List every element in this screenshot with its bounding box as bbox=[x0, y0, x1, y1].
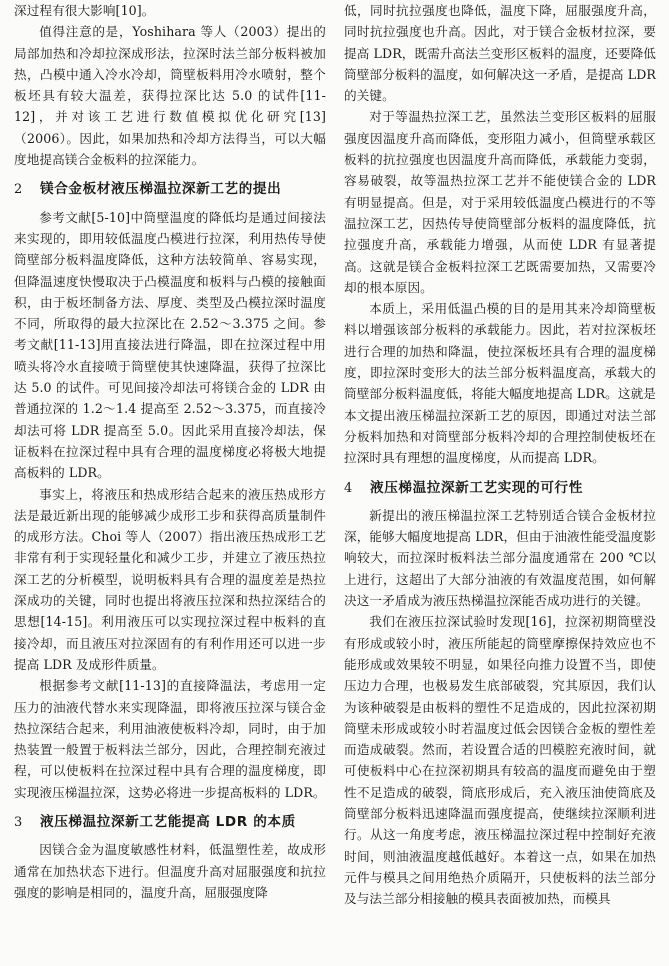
left-column bbox=[14, 0, 326, 903]
paragraph: 我们在液压拉深试验时发现[16]，拉深初期筒壁没有形成或较小时，液压所能起的筒壁摩擦保持效应也不能形成或效果较不明显，如果径向推力设置不当，即使压边力合理，也极易发生底部破裂，究其原因，我们认为该种破裂是由板料的塑性不足造成的，因此拉深初期筒壁未形成或较小时若温度过低会因镁合金板的塑性差而造成破裂。然而，若设置合适的凹模腔充液时间，就可使板料中心在拉深初期具有较高的温度而避免由于塑性不足造成的破裂，筒底形成后，充入液压油使筒底及筒壁部分板料迅速降温而强度提高，使继续拉深顺利进行。从这一角度考虑，液压梯温拉深过程中控制好充液时间，则油液温度越低越好。本着这一点，如果在加热元件与模具之间用绝热介质隔开，只使板料的法兰部分及与法兰部分相接触的模具表面被加热，而模具 bbox=[344, 614, 656, 907]
section-heading-4: 4 液压梯温拉深新工艺实现的可行性 bbox=[344, 479, 583, 496]
right-column bbox=[344, 0, 656, 909]
paragraph: 根据参考文献[11-13]的直接降温法，考虑用一定压力的油液代替水来实现降温，即将液压拉深与镁合金热拉深结合起来，利用油液使板料冷却，同时，由于加热装置一般置于板料法兰部分，因此，合理控制充液过程，可以使板料在拉深过程中具有合理的温度梯度，即实现液压梯温拉深，这势必将进一步提高板料的 LDR。 bbox=[14, 678, 326, 800]
paragraph: 低，同时抗拉强度也降低，温度下降，屈服强度升高，同时抗拉强度也升高。因此，对于镁合金板材拉深，要提高 LDR，既需升高法兰变形区板料的温度，还要降低筒壁部分板料的温度，如何解决这一矛盾，是提高 LDR 的关键。 bbox=[344, 3, 656, 104]
section-heading-2: 2 镁合金板材液压梯温拉深新工艺的提出 bbox=[14, 181, 282, 198]
paragraph: 本质上，采用低温凸模的目的是用其来冷却筒壁板料以增强该部分板料的承载能力。因此，若对拉深板坯进行合理的加热和降温，使拉深板坯具有合理的温度梯度，即拉深时变形大的法兰部分板料温度高，承载大的筒壁部分板料温度低，将能大幅度地提高 LDR。这就是本文提出液压梯温拉深新工艺的原因，即通过对法兰部分板料加热和对筒壁部分板料冷却的合理控制使板坯在拉深时具有理想的温度梯度，从而提高 LDR。 bbox=[344, 301, 656, 466]
paragraph: 对于等温热拉深工艺，虽然法兰变形区板料的屈服强度因温度升高而降低，变形阻力减小，但筒壁承载区板料的抗拉强度也因温度升高而降低，承载能力变弱，容易破裂，故等温热拉深工艺并不能使镁合金的 LDR 有明显提高。但是，对于采用较低温度凸模进行的不等温拉深工艺，因热传导使筒壁部分板料的温度降低，抗拉强度升高，承载能力增强，从而使 LDR 有显著提高。这就是镁合金板料拉深工艺既需要加热，又需要冷却的根本原因。 bbox=[344, 109, 656, 295]
section-heading-3: 3 液压梯温拉深新工艺能提高 LDR 的本质 bbox=[14, 813, 296, 830]
paragraph: 参考文献[5-10]中筒壁温度的降低均是通过间接法来实现的，即用较低温度凸模进行拉深，利用热传导使筒壁部分板料温度降低，这种方法较简单、容易实现，但降温速度快慢取决于凸模温度和板料与凸模的接触面积，由于板坯制备方法、厚度、类型及凸模拉深时温度不同，所取得的最大拉深比在 2.52～3.375 之间。参考文献[11-13]用直接法进行降温，即在拉深过程中用喷头将冷水直接喷于筒壁使其快速降温，获得了拉深比达 5.0 的试件。可见间接冷却法可将镁合金的 LDR 由普通拉深的 1.2～1.4 提高至 2.52～3.375，而直接冷却法可将 LDR 提高至 5.0。因此采用直接冷却法，保证板料在拉深过程中具有合理的温度梯度必将极大地提高板料的 LDR。 bbox=[14, 209, 326, 481]
paragraph: 因镁合金为温度敏感性材料，低温塑性差，故成形通常在加热状态下进行。但温度升高对屈服强度和抗拉强度的影响是相同的，温度升高，屈服强度降 bbox=[14, 842, 326, 900]
paragraph: 值得注意的是，Yoshihara 等人（2003）提出的局部加热和冷却拉深成形法，拉深时法兰部分板料被加热，凸模中通入冷水冷却，筒壁板料用冷水喷射，整个板坯具有较大温差，获得拉深比达 5.0 的试件[11-12]，并对该工艺进行数值模拟优化研究[13]（2006）。因此，如果加热和冷却方法得当，可以大幅度地提高镁合金板料的拉深能力。 bbox=[14, 24, 326, 168]
paragraph: 新提出的液压梯温拉深工艺特别适合镁合金板材拉深，能够大幅度地提高 LDR，但由于油液性能受温度影响较大，而拉深时板料法兰部分温度通常在 200 ℃以上进行，这超出了大部分油液的有效温度范围，如何解决这一矛盾成为液压热梯温拉深能否成功进行的关键。 bbox=[344, 507, 656, 609]
paragraph: 深过程有很大影响[10]。 bbox=[14, 3, 155, 18]
paragraph: 事实上，将液压和热成形结合起来的液压热成形方法是最近新出现的能够减少成形工步和获得高质量制件的成形方法。Choi 等人（2007）指出液压热成形工艺非常有利于实现轻量化和减少工步，并建立了液压热拉深工艺的分析模型，说明板料具有合理的温度差是热拉深成功的关键，同时也提出将液压拉深和热拉深结合的思想[14-15]。利用液压可以实现拉深过程中板料的直接冷却，而且液压对拉深固有的有利作用还可以进一步提高 LDR 及成形件质量。 bbox=[14, 486, 326, 672]
